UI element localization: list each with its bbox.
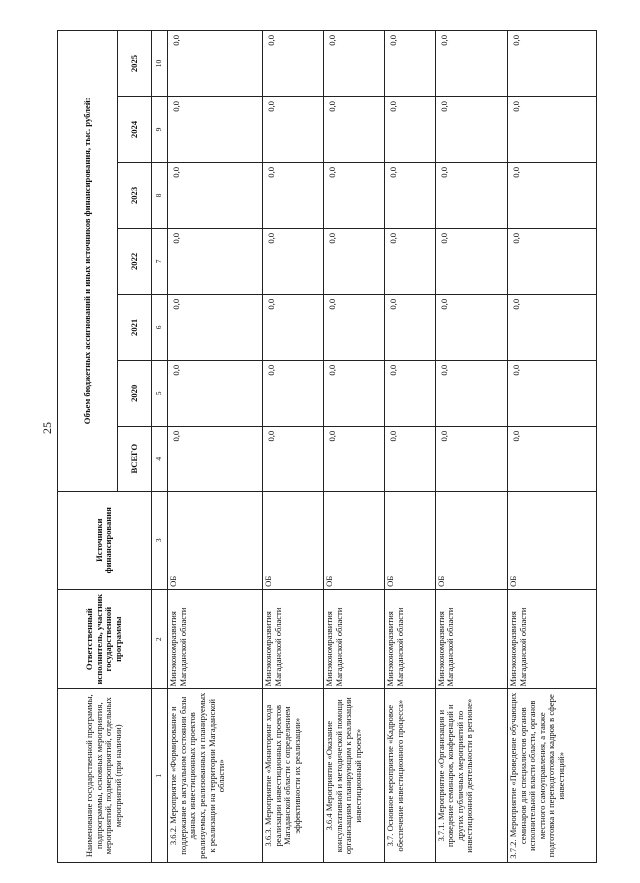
- table-row: [507, 31, 596, 863]
- row-name: 3.7.2. Мероприятие «Проведение обучающих семинаров для специалистов органов исполнительной власти области, органов местного самоуправления, а также подготовка и переподготовка кадров в сфере инвестиций»: [507, 689, 596, 863]
- row-value: 0,0: [385, 162, 435, 228]
- row-value: 0,0: [262, 294, 323, 360]
- header-year: 2024: [118, 97, 151, 163]
- row-executor: Минэкономразвития Магаданской области: [262, 589, 323, 689]
- row-source: ОБ: [262, 491, 323, 589]
- row-value: 0,0: [262, 228, 323, 294]
- row-value-total: 0,0: [168, 426, 263, 491]
- row-value: 0,0: [324, 162, 385, 228]
- header-executor: Ответственный исполнитель, участник государственной программы: [58, 589, 152, 689]
- column-number: 4: [151, 426, 168, 491]
- header-row: [58, 31, 118, 863]
- row-value: 0,0: [168, 228, 263, 294]
- row-value-total: 0,0: [507, 426, 596, 491]
- column-number: 7: [151, 228, 168, 294]
- table-row: [324, 31, 385, 863]
- row-value-total: 0,0: [435, 426, 507, 491]
- page-number: 25: [40, 422, 54, 434]
- column-number: 2: [151, 589, 168, 689]
- row-value: 0,0: [168, 360, 263, 426]
- column-numbers-row: [151, 31, 168, 863]
- column-number: 6: [151, 294, 168, 360]
- row-value: 0,0: [168, 162, 263, 228]
- rotated-page: [57, 30, 597, 863]
- row-value: 0,0: [435, 31, 507, 97]
- row-value: 0,0: [324, 97, 385, 163]
- row-value: 0,0: [385, 294, 435, 360]
- row-value: 0,0: [262, 360, 323, 426]
- header-year: 2025: [118, 31, 151, 97]
- column-number: 3: [151, 491, 168, 589]
- row-value: 0,0: [507, 162, 596, 228]
- row-value: 0,0: [324, 294, 385, 360]
- header-year: 2023: [118, 162, 151, 228]
- row-source: ОБ: [168, 491, 263, 589]
- row-executor: Минэкономразвития Магаданской области: [324, 589, 385, 689]
- row-value: 0,0: [435, 294, 507, 360]
- row-value: 0,0: [262, 162, 323, 228]
- row-value: 0,0: [324, 360, 385, 426]
- row-value: 0,0: [435, 360, 507, 426]
- header-year: 2020: [118, 360, 151, 426]
- row-value-total: 0,0: [324, 426, 385, 491]
- row-value: 0,0: [168, 97, 263, 163]
- row-executor: Минэкономразвития Магаданской области: [385, 589, 435, 689]
- row-executor: Минэкономразвития Магаданской области: [507, 589, 596, 689]
- row-value: 0,0: [262, 31, 323, 97]
- row-name: 3.7.1. Мероприятие «Организация и проведение семинаров, конференций и других публичных мероприятий по инвестиционной деятельности в регионе»: [435, 689, 507, 863]
- row-value: 0,0: [507, 228, 596, 294]
- row-value: 0,0: [324, 228, 385, 294]
- table-row: [435, 31, 507, 863]
- header-source: Источники финансирования: [58, 491, 152, 589]
- row-value: 0,0: [262, 97, 323, 163]
- row-source: ОБ: [435, 491, 507, 589]
- row-source: ОБ: [385, 491, 435, 589]
- financing-table: [57, 30, 597, 863]
- table-row: [262, 31, 323, 863]
- header-financing-group: Объем бюджетных ассигнований и иных источников финансирования, тыс. рублей:: [58, 31, 118, 492]
- column-number: 5: [151, 360, 168, 426]
- row-value-total: 0,0: [385, 426, 435, 491]
- table-row: [385, 31, 435, 863]
- row-source: ОБ: [507, 491, 596, 589]
- row-value: 0,0: [168, 31, 263, 97]
- header-year: 2022: [118, 228, 151, 294]
- row-value: 0,0: [435, 228, 507, 294]
- row-value: 0,0: [385, 360, 435, 426]
- row-value: 0,0: [507, 31, 596, 97]
- row-value: 0,0: [324, 31, 385, 97]
- row-source: ОБ: [324, 491, 385, 589]
- row-value-total: 0,0: [262, 426, 323, 491]
- row-name: 3.7. Основное мероприятие «Кадровое обеспечение инвестиционного процесса»: [385, 689, 435, 863]
- row-executor: Минэкономразвития Магаданской области: [168, 589, 263, 689]
- row-value: 0,0: [385, 31, 435, 97]
- row-value: 0,0: [435, 97, 507, 163]
- row-value: 0,0: [507, 294, 596, 360]
- table-row: [168, 31, 263, 863]
- header-total: ВСЕГО: [118, 426, 151, 491]
- row-name: 3.6.2. Мероприятие «Формирование и поддержание в актуальном состоянии базы данных инвестиционных проектов реализуемых, реализованных и планируемых к реализации на территории Магаданской области»: [168, 689, 263, 863]
- row-value: 0,0: [385, 228, 435, 294]
- row-value: 0,0: [385, 97, 435, 163]
- row-name: 3.6.3. Мероприятие «Мониторинг хода реализации инвестиционных проектов Магаданской области с определением эффективности их реализации»: [262, 689, 323, 863]
- row-name: 3.6.4 Мероприятие «Оказание консультативной и методической помощи организациям планирующим к реализации инвестиционный проект»: [324, 689, 385, 863]
- row-value: 0,0: [507, 360, 596, 426]
- row-executor: Минэкономразвития Магаданской области: [435, 589, 507, 689]
- column-number: 8: [151, 162, 168, 228]
- header-year: 2021: [118, 294, 151, 360]
- header-name: Наименование государственной программы, подпрограммы, основных мероприятия, мероприятий, подмероприятий, отдельных мероприятий (при наличии): [58, 689, 152, 863]
- row-value: 0,0: [168, 294, 263, 360]
- column-number: 10: [151, 31, 168, 97]
- row-value: 0,0: [435, 162, 507, 228]
- row-value: 0,0: [507, 97, 596, 163]
- column-number: 1: [151, 689, 168, 863]
- column-number: 9: [151, 97, 168, 163]
